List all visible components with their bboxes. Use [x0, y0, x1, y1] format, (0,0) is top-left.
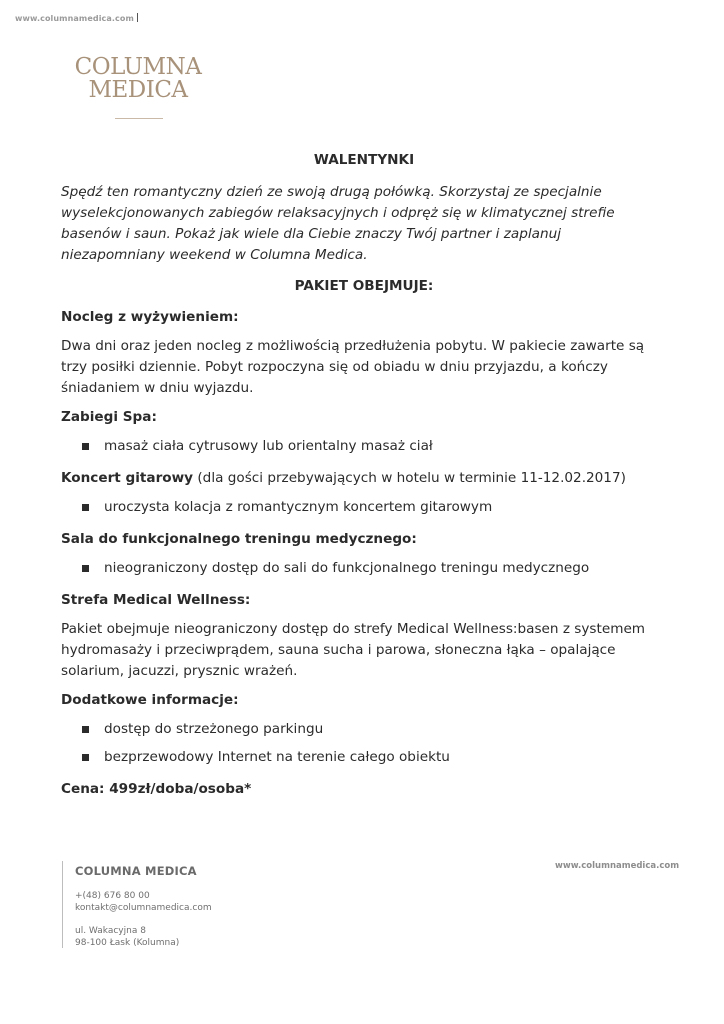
- header-url[interactable]: [15, 13, 138, 23]
- list-item: [61, 719, 667, 740]
- spa-heading: Zabiegi Spa:: [61, 409, 157, 425]
- bullet-square-icon: [82, 754, 89, 761]
- logo-line-1: COLUMNA: [74, 54, 202, 80]
- wellness-text: Pakiet obejmuje nieograniczony dostęp do strefy Medical Wellness:basen z systemem hydromasaży i przeciwprądem, sauna sucha i parowa, słoneczna łąka – opalające solarium, jacuzzi, prysznic wrażeń.: [61, 621, 646, 679]
- document-title: WALENTYNKI: [313, 152, 415, 168]
- list-item-text: uroczysta kolacja z romantycznym koncertem gitarowym: [104, 499, 493, 515]
- footer-divider: [62, 861, 63, 948]
- wellness-heading: Strefa Medical Wellness:: [61, 592, 251, 608]
- footer-url[interactable]: www.columnamedica.com: [555, 861, 680, 871]
- bullet-square-icon: [82, 726, 89, 733]
- list-item-text: dostęp do strzeżonego parkingu: [104, 721, 324, 737]
- concert-list: [61, 497, 667, 518]
- spa-list: [61, 436, 667, 457]
- footer-city: 98-100 Łask (Kolumna): [75, 938, 180, 948]
- logo-divider: [115, 118, 163, 119]
- bullet-square-icon: [82, 443, 89, 450]
- logo: [74, 55, 202, 102]
- training-list: [61, 558, 667, 579]
- package-title: PAKIET OBEJMUJE:: [294, 278, 434, 294]
- concert-heading-text: Koncert gitarowy: [61, 470, 194, 486]
- lodging-text: Dwa dni oraz jeden nocleg z możliwością przedłużenia pobytu. W pakiecie zawarte są trzy posiłki dziennie. Pobyt rozpoczyna się od obiadu w dniu przyjazdu, a kończy śniadaniem w dniu wyjazdu.: [61, 338, 645, 396]
- bullet-square-icon: [82, 504, 89, 511]
- extra-list: [61, 719, 667, 768]
- footer-phone[interactable]: +(48) 676 80 00: [75, 891, 150, 901]
- footer-street: ul. Wakacyjna 8: [75, 926, 146, 936]
- list-item: [61, 497, 667, 518]
- footer-company: COLUMNA MEDICA: [75, 864, 197, 878]
- training-heading: Sala do funkcjonalnego treningu medycznego:: [61, 531, 417, 547]
- document-body: [61, 150, 667, 808]
- list-item-text: bezprzewodowy Internet na terenie całego obiektu: [104, 749, 450, 765]
- list-item-text: masaż ciała cytrusowy lub orientalny masaż ciał: [104, 438, 433, 454]
- cursor-mark: [137, 13, 138, 22]
- logo-line-2: MEDICA: [88, 77, 188, 103]
- footer-email[interactable]: kontakt@columnamedica.com: [75, 903, 212, 913]
- intro-paragraph: Spędź ten romantyczny dzień ze swoją drugą połówką. Skorzystaj ze specjalnie wyselekcjonowanych zabiegów relaksacyjnych i odpręż się w klimatycznej strefie basenów i saun. Pokaż jak wiele dla Ciebie znaczy Twój partner i zaplanuj niezapomniany weekend w Columna Medica.: [61, 184, 615, 263]
- list-item: [61, 747, 667, 768]
- lodging-heading: Nocleg z wyżywieniem:: [61, 309, 239, 325]
- header-url-text: www.columnamedica.com: [15, 14, 134, 23]
- bullet-square-icon: [82, 565, 89, 572]
- list-item-text: nieograniczony dostęp do sali do funkcjonalnego treningu medycznego: [104, 560, 590, 576]
- list-item: [61, 436, 667, 457]
- extra-heading: Dodatkowe informacje:: [61, 692, 239, 708]
- concert-note: (dla gości przebywających w hotelu w terminie 11-12.02.2017): [193, 470, 626, 486]
- list-item: [61, 558, 667, 579]
- price: Cena: 499zł/doba/osoba*: [61, 781, 252, 797]
- concert-heading: [61, 468, 667, 489]
